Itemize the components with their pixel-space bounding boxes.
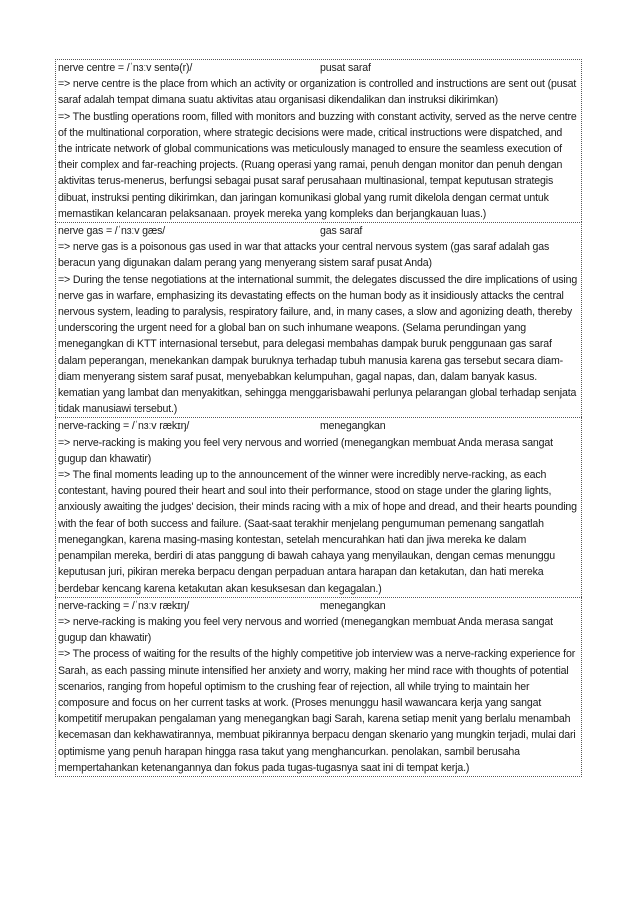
vocab-entry-nerve-racking-1 [55, 417, 582, 596]
entry-definition: => nerve gas is a poisonous gas used in war that attacks your central nervous system (gas saraf adalah gas beracun yang digunakan dalam perang yang menyerang sistem saraf pusat Anda) [58, 241, 550, 270]
entry-example: => The final moments leading up to the announcement of the winner were incredibly nerve-racking, as each contestant, having poured their heart and soul into their performance, stood on stage under the glaring lights, anxiously awaiting the judges' decision, their minds racing with a mix of hope and dread, and their hearts pounding with the fear of both success and failure. (Saat-saat terakhir menjelang pengumuman pemenang sangatlah menegangkan, karena masing-masing kontestan, setelah mencurahkan hati dan jiwa mereka ke dalam penampilan mereka, berdiri di atas panggung di bawah cahaya yang menyilaukan, dengan cemas menunggu keputusan juri, pikiran mereka berpacu dengan perpaduan antara harapan dan ketakutan, dan hati mereka berdebar kencang karena ketakutan akan kesuksesan dan kegagalan.) [58, 469, 577, 595]
entry-header [58, 223, 579, 239]
entry-translation: gas saraf [320, 225, 363, 238]
entry-example: => The process of waiting for the results of the highly competitive job interview was a nerve-racking experience for Sarah, as each passing minute intensified her anxiety and worry, making her mind race with thoughts of potential scenarios, ranging from hopeful optimism to the crushing fear of rejection, all while trying to maintain her composure and focus on her current tasks at work. (Proses menunggu hasil wawancara kerja yang sangat kompetitif merupakan pengalaman yang menegangkan bagi Sarah, karena setiap menit yang berlalu menambah kecemasan dan kekhawatirannya, membuat pikirannya berpacu dengan skenario yang mungkin terjadi, mulai dari optimisme yang penuh harapan hingga rasa takut yang menghancurkan. penolakan, sambil berusaha mempertahankan ketenangannya dan fokus pada tugas-tugasnya saat ini di tempat kerja.) [58, 648, 576, 774]
entry-term: nerve gas = /ˈnɜːv ɡæs/ [58, 225, 166, 238]
vocab-entry-nerve-racking-2 [55, 597, 582, 777]
vocab-entry-nerve-centre [55, 59, 582, 222]
entry-example: => During the tense negotiations at the international summit, the delegates discussed the dire implications of using nerve gas in warfare, emphasizing its devastating effects on the human body as it insidiously attacks the central nervous system, leading to paralysis, respiratory failure, and, in many cases, a slow and agonizing death, thereby underscoring the urgent need for a global ban on such inhumane weapons. (Selama perundingan yang menegangkan di KTT internasional tersebut, para delegasi membahas dampak buruk penggunaan gas saraf dalam peperangan, menekankan dampak buruknya terhadap tubuh manusia karena gas tersebut secara diam-diam menyerang sistem saraf pusat, menyebabkan kelumpuhan, gagal napas, dan, dalam banyak kasus. kematian yang lambat dan menyakitkan, sehingga menggarisbawahi perlunya pelarangan global terhadap senjata tidak manusiawi tersebut.) [58, 273, 578, 416]
entry-header [58, 598, 579, 614]
vocab-entry-nerve-gas [55, 222, 582, 417]
entry-term: nerve-racking = /ˈnɜːv rækɪŋ/ [58, 599, 190, 612]
entry-translation: pusat saraf [320, 62, 371, 74]
entry-header [58, 418, 579, 434]
entry-term: nerve-racking = /ˈnɜːv rækɪŋ/ [58, 420, 190, 433]
entry-header [58, 60, 579, 76]
vocabulary-document [55, 59, 582, 777]
entry-definition: => nerve centre is the place from which an activity or organization is controlled and instructions are sent out (pusat saraf adalah tempat dimana suatu aktivitas atau organisasi dikendalikan dan instruksi dikirimkan) [58, 78, 577, 107]
entry-definition: => nerve-racking is making you feel very nervous and worried (menegangkan membuat Anda merasa sangat gugup dan khawatir) [58, 615, 553, 645]
entry-definition: => nerve-racking is making you feel very nervous and worried (menegangkan membuat Anda merasa sangat gugup dan khawatir) [58, 436, 553, 465]
entry-term: nerve centre = /ˈnɜːv sentə(r)/ [58, 62, 193, 74]
entry-example: => The bustling operations room, filled with monitors and buzzing with constant activity, served as the nerve centre of the multinational corporation, where strategic decisions were made, critical instructions were dispatched, and the intricate network of global communications was meticulously managed to ensure the seamless execution of their complex and far-reaching projects. (Ruang operasi yang ramai, penuh dengan monitor dan penuh dengan aktivitas terus-menerus, berfungsi sebagai pusat saraf perusahaan multinasional, tempat keputusan strategis dibuat, instruksi penting dikirimkan, dan jaringan komunikasi global yang rumit dikelola dengan cermat untuk memastikan kelancaran pelaksanaan. proyek mereka yang kompleks dan berjangkauan luas.) [58, 110, 577, 220]
entry-translation: menegangkan [320, 599, 386, 612]
entry-translation: menegangkan [320, 420, 386, 433]
